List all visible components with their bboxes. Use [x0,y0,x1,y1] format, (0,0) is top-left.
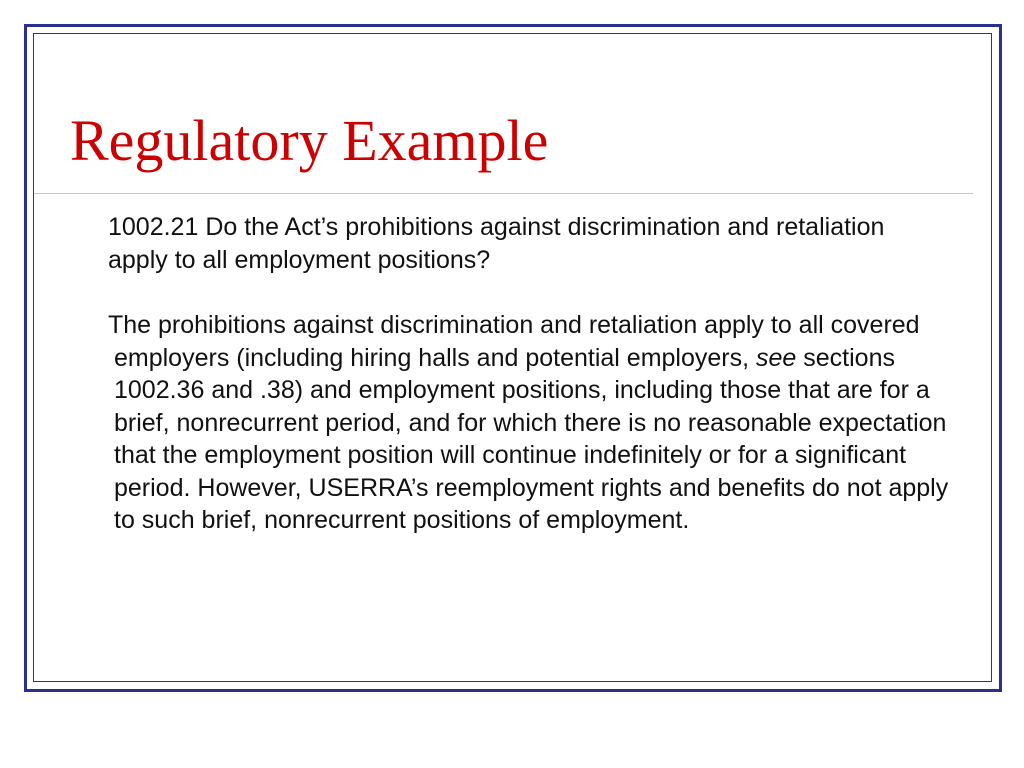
question-paragraph: 1002.21 Do the Act’s prohibitions against discrimination and retaliation apply to all employment positions? [108,213,885,274]
answer-text-part-1: The prohibitions against discrimination and retaliation apply to all covered employers (including hiring halls and potential employers, [108,311,920,372]
slide-title: Regulatory Example [70,108,549,173]
slide-body [108,211,968,537]
answer-text-part-2: sections 1002.36 and .38) and employment positions, including those that are for a brief, nonrecurrent period, and for which there is no reasonable expectation that the employment position will continue indefinitely or for a significant period. However, USERRA’s reemployment rights and benefits do not apply to such brief, nonrecurrent positions of employment. [114,343,949,534]
answer-emphasis-see: see [756,343,797,372]
title-divider [34,193,973,194]
answer-paragraph [108,309,968,537]
